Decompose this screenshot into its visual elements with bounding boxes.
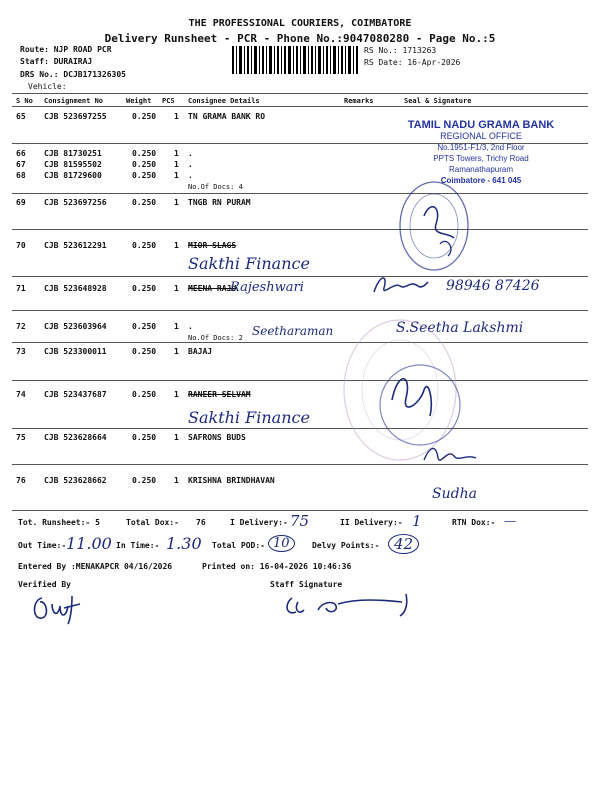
row-divider: [12, 428, 588, 429]
row-divider: [12, 342, 588, 343]
consignee: SAFRONS BUDS: [188, 433, 246, 442]
pcs: 1: [174, 241, 179, 250]
total-pod-value: 10: [268, 535, 295, 552]
row-divider: [12, 229, 588, 230]
route-label: Route: NJP ROAD PCR: [20, 45, 112, 54]
i-delivery-value: 75: [290, 512, 310, 530]
consignee: BAJAJ: [188, 347, 213, 356]
consignment-no: CJB 523697256: [44, 198, 107, 207]
weight: 0.250: [132, 241, 157, 250]
total-dox-label: Total Dox:-: [126, 518, 179, 527]
rtn-dox-label: RTN Dox:-: [452, 518, 496, 527]
sno: 66: [16, 149, 26, 158]
consignment-no: CJB 523300011: [44, 347, 107, 356]
col-consignment: Consignment No: [44, 97, 104, 105]
consignee: .: [188, 149, 193, 158]
weight: 0.250: [132, 476, 157, 485]
consignee: MIOR SLAGS: [188, 241, 237, 250]
out-time-label: Out Time:-: [18, 541, 67, 550]
weight: 0.250: [132, 160, 157, 169]
printed-on: Printed on: 16-04-2026 10:46:36: [202, 562, 352, 571]
row-divider: [12, 510, 588, 511]
delvy-points-label: Delvy Points:-: [312, 541, 380, 550]
sno: 67: [16, 160, 26, 169]
vehicle-label: Vehicle:: [28, 82, 67, 91]
docs-note: No.Of Docs: 4: [188, 183, 243, 191]
handwritten-consignee: Sakthi Finance: [188, 408, 310, 427]
company-name: THE PROFESSIONAL COURIERS, COIMBATORE: [188, 18, 412, 29]
row-divider: [12, 380, 588, 381]
sno: 75: [16, 433, 26, 442]
pcs: 1: [174, 149, 179, 158]
stamp-line6: Coimbatore - 641 045: [440, 176, 522, 185]
col-pcs: PCS: [162, 97, 175, 105]
round-seal-icon: [396, 176, 472, 280]
sno: 73: [16, 347, 26, 356]
consignment-no: CJB 523437687: [44, 390, 107, 399]
pcs: 1: [174, 171, 179, 180]
sno: 65: [16, 112, 26, 121]
drs-label: DRS No.: DCJB171326305: [20, 70, 126, 79]
handwritten-consignee: Rajeshwari: [230, 280, 304, 295]
staff-label: Staff: DURAIRAJ: [20, 57, 93, 66]
weight: 0.250: [132, 149, 157, 158]
consignee: KRISHNA BRINDHAVAN: [188, 476, 275, 485]
consignee: .: [188, 322, 193, 331]
consignee: RANEER SELVAM: [188, 390, 251, 399]
rtn-dox-value: —: [504, 514, 516, 528]
pcs: 1: [174, 198, 179, 207]
sno: 71: [16, 284, 26, 293]
col-sno: S No: [16, 97, 33, 105]
sno: 74: [16, 390, 26, 399]
consignment-no: CJB 523697255: [44, 112, 107, 121]
col-consignee: Consignee Details: [188, 97, 260, 105]
verified-by-label: Verified By: [18, 580, 71, 589]
stamp-line3: No.1951-F1/3, 2nd Floor: [437, 143, 525, 152]
i-delivery-label: I Delivery:-: [230, 518, 288, 527]
weight: 0.250: [132, 171, 157, 180]
col-seal: Seal & Signature: [404, 97, 472, 105]
pcs: 1: [174, 390, 179, 399]
pcs: 1: [174, 433, 179, 442]
pcs: 1: [174, 112, 179, 121]
weight: 0.250: [132, 284, 157, 293]
header-top-rule: [12, 93, 588, 94]
weight: 0.250: [132, 322, 157, 331]
runsheet-title: Delivery Runsheet - PCR - Phone No.:9047080280 - Page No.:5: [104, 32, 496, 45]
consignment-no: CJB 81595502: [44, 160, 102, 169]
ii-delivery-label: II Delivery:-: [340, 518, 403, 527]
handwritten-consignee: Sakthi Finance: [188, 254, 310, 273]
weight: 0.250: [132, 347, 157, 356]
stamp-line4: PPTS Towers, Trichy Road: [433, 154, 529, 163]
handwritten-phone: 98946 87426: [446, 278, 540, 294]
handwritten-remark: S.Seetha Lakshmi: [396, 320, 524, 336]
weight: 0.250: [132, 390, 157, 399]
col-remarks: Remarks: [344, 97, 374, 105]
consignment-no: CJB 81729600: [44, 171, 102, 180]
pcs: 1: [174, 322, 179, 331]
weight: 0.250: [132, 433, 157, 442]
tot-runsheet: Tot. Runsheet:- 5: [18, 518, 100, 527]
consignment-no: CJB 523603964: [44, 322, 107, 331]
pcs: 1: [174, 284, 179, 293]
consignment-no: CJB 523612291: [44, 241, 107, 250]
sno: 69: [16, 198, 26, 207]
consignment-no: CJB 523628662: [44, 476, 107, 485]
stamp-line2: REGIONAL OFFICE: [440, 131, 522, 141]
header-bottom-rule: [12, 106, 588, 107]
stamp-line5: Ramanathapuram: [448, 165, 514, 174]
row-divider: [12, 276, 588, 277]
consignee: TN GRAMA BANK RO: [188, 112, 266, 121]
total-pod-label: Total POD:-: [212, 541, 265, 550]
docs-note: No.Of Docs: 2: [188, 334, 243, 342]
stamp-line1: TAMIL NADU GRAMA BANK: [407, 119, 555, 131]
in-time-label: In Time:-: [116, 541, 160, 550]
verified-signature: [28, 590, 84, 630]
entered-by: Entered By :MENAKAPCR 04/16/2026: [18, 562, 173, 571]
consignee: TNGB RN PURAM: [188, 198, 251, 207]
weight: 0.250: [132, 198, 157, 207]
row-divider: [12, 464, 588, 465]
delvy-points-value: 42: [388, 534, 419, 554]
row-divider: [12, 193, 588, 194]
rs-number: RS No.: 1713263: [364, 46, 437, 55]
out-time-value: 11.00: [66, 534, 112, 553]
consignment-no: CJB 523628664: [44, 433, 107, 442]
col-weight: Weight: [126, 97, 152, 105]
consignment-no: CJB 81730251: [44, 149, 102, 158]
sno: 76: [16, 476, 26, 485]
signature-row75: [420, 440, 480, 472]
consignee: .: [188, 171, 193, 180]
handwritten-signature: Sudha: [432, 486, 477, 502]
staff-signature: [282, 588, 422, 628]
in-time-value: 1.30: [166, 534, 202, 553]
pcs: 1: [174, 476, 179, 485]
rs-date: RS Date: 16-Apr-2026: [364, 58, 461, 67]
pcs: 1: [174, 347, 179, 356]
handwritten-consignee: Seetharaman: [252, 324, 334, 338]
barcode: [232, 46, 360, 74]
consignment-no: CJB 523648928: [44, 284, 107, 293]
sno: 72: [16, 322, 26, 331]
weight: 0.250: [132, 112, 157, 121]
ii-delivery-value: 1: [412, 512, 422, 530]
sno: 68: [16, 171, 26, 180]
pcs: 1: [174, 160, 179, 169]
sno: 70: [16, 241, 26, 250]
total-dox-value: 76: [196, 518, 206, 527]
consignee: MEENA RAJU: [188, 284, 237, 293]
staff-signature-label: Staff Signature: [270, 580, 343, 589]
row-divider: [12, 310, 588, 311]
consignee: .: [188, 160, 193, 169]
